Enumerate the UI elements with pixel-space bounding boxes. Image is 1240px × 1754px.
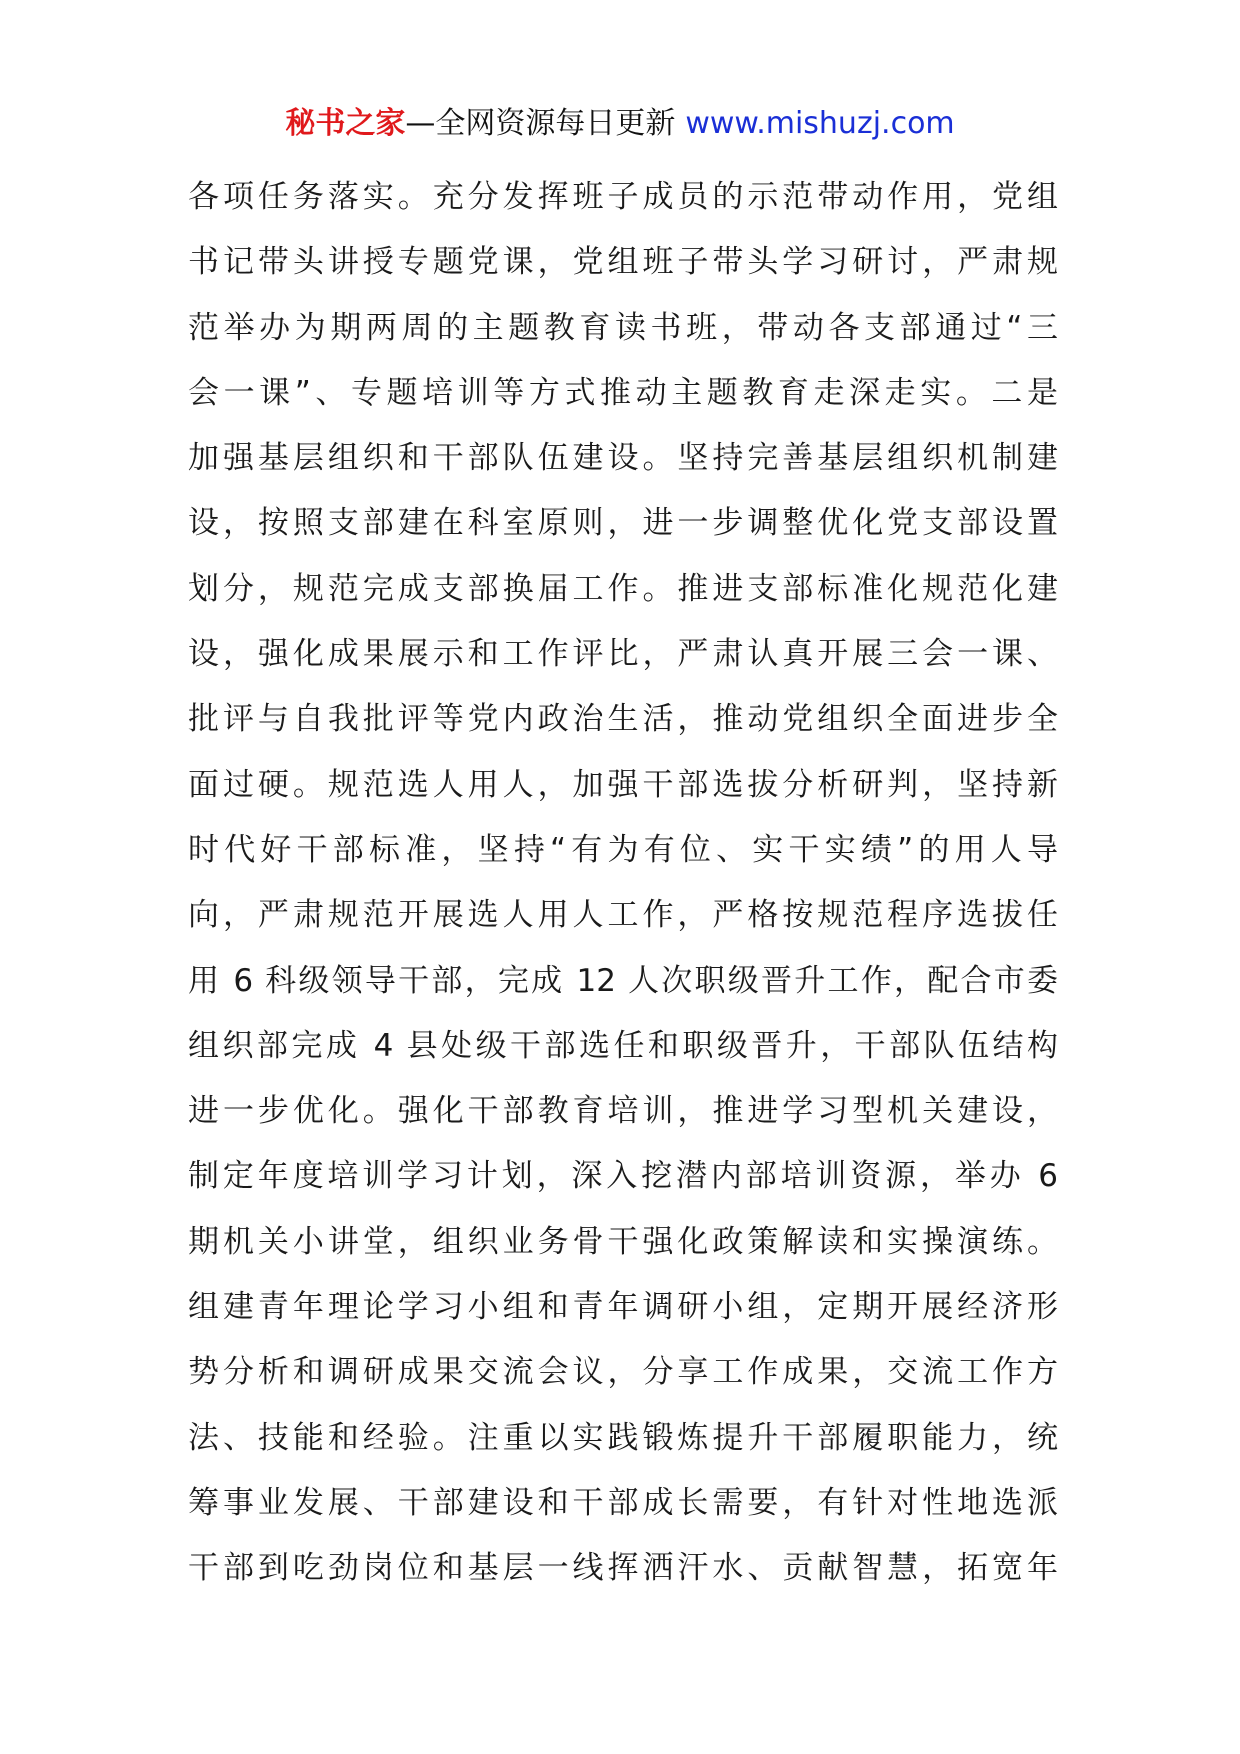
page-header xyxy=(0,104,1240,144)
text-line: 向，严肃规范开展选人用人工作，严格按规范程序选拔任 xyxy=(188,897,1058,934)
text-line: 筹事业发展、干部建设和干部成长需要，有针对性地选派 xyxy=(188,1484,1058,1521)
text-line: 法、技能和经验。注重以实践锻炼提升干部履职能力，统 xyxy=(188,1419,1058,1456)
text-line: 设，强化成果展示和工作评比，严肃认真开展三会一课、 xyxy=(188,636,1058,673)
header-tagline: —全网资源每日更新 xyxy=(405,106,676,141)
text-line: 范举办为期两周的主题教育读书班，带动各支部通过“三 xyxy=(188,309,1058,346)
body-text xyxy=(188,165,1058,1602)
text-line: 势分析和调研成果交流会议，分享工作成果，交流工作方 xyxy=(188,1354,1058,1391)
text-line: 制定年度培训学习计划，深入挖潜内部培训资源，举办 6 xyxy=(188,1158,1058,1195)
text-line: 用 6 科级领导干部，完成 12 人次职级晋升工作，配合市委 xyxy=(188,962,1058,999)
text-line: 各项任务落实。充分发挥班子成员的示范带动作用，党组 xyxy=(188,179,1058,215)
text-line: 加强基层组织和干部队伍建设。坚持完善基层组织机制建 xyxy=(188,440,1058,477)
text-line: 组建青年理论学习小组和青年调研小组，定期开展经济形 xyxy=(188,1289,1058,1326)
text-line: 设，按照支部建在科室原则，进一步调整优化党支部设置 xyxy=(188,505,1058,542)
text-line: 划分，规范完成支部换届工作。推进支部标准化规范化建 xyxy=(188,570,1058,607)
text-line: 会一课”、专题培训等方式推动主题教育走深走实。二是 xyxy=(188,374,1058,411)
text-line: 干部到吃劲岗位和基层一线挥洒汗水、贡献智慧，拓宽年 xyxy=(188,1550,1058,1587)
text-line: 面过硬。规范选人用人，加强干部选拔分析研判，坚持新 xyxy=(188,766,1058,803)
text-line: 进一步优化。强化干部教育培训，推进学习型机关建设， xyxy=(188,1093,1058,1130)
text-line: 批评与自我批评等党内政治生活，推动党组织全面进步全 xyxy=(188,701,1058,738)
text-line: 书记带头讲授专题党课，党组班子带头学习研讨，严肃规 xyxy=(188,244,1058,281)
text-line: 时代好干部标准，坚持“有为有位、实干实绩”的用人导 xyxy=(188,831,1058,868)
text-line: 组织部完成 4 县处级干部选任和职级晋升，干部队伍结构 xyxy=(188,1027,1058,1064)
text-line: 期机关小讲堂，组织业务骨干强化政策解读和实操演练。 xyxy=(188,1223,1058,1260)
website-url[interactable]: www.mishuzj.com xyxy=(685,106,955,141)
brand-name: 秘书之家 xyxy=(285,106,406,141)
